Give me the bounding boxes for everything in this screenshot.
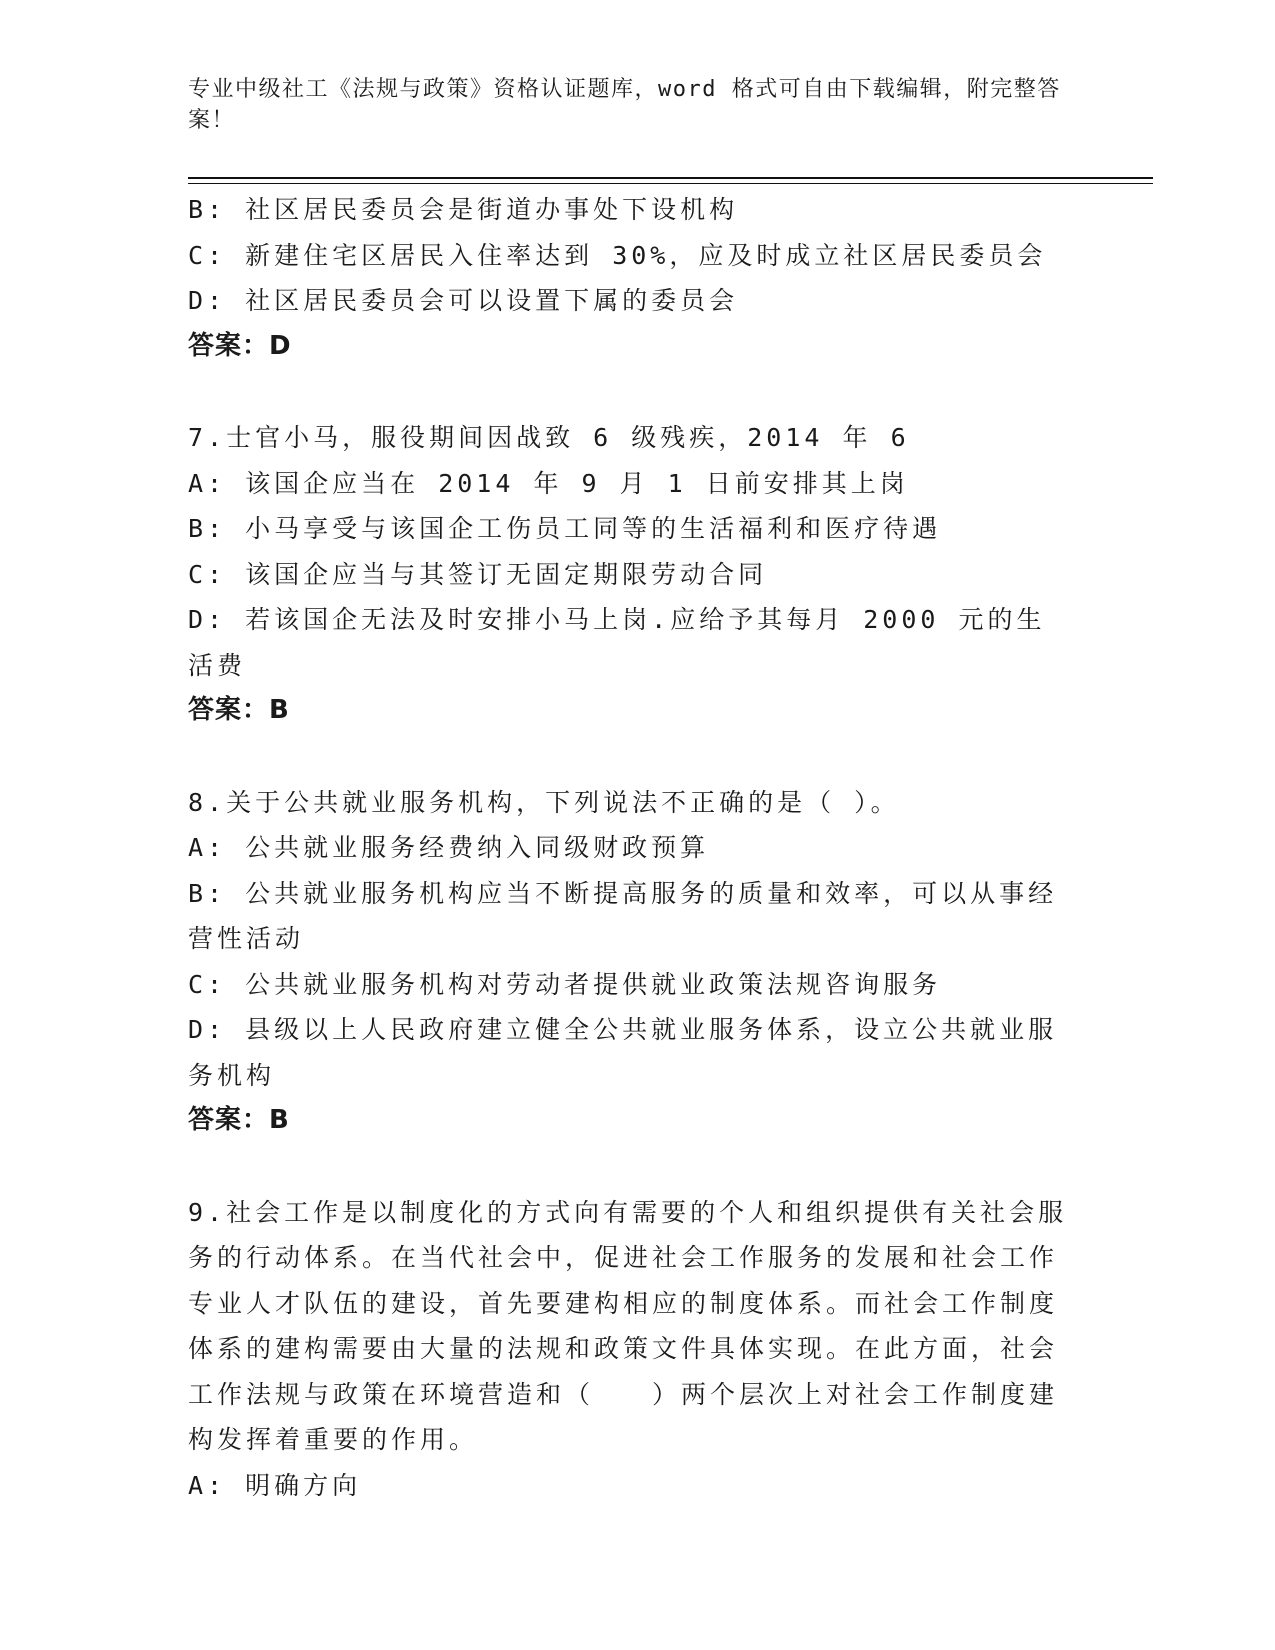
q8-option-c: C: 公共就业服务机构对劳动者提供就业政策法规咨询服务 xyxy=(188,969,942,999)
q7-option-a: A: 该国企应当在 2014 年 9 月 1 日前安排其上岗 xyxy=(188,468,909,498)
q6-answer: 答案：D xyxy=(188,330,292,361)
spacer xyxy=(188,734,1068,780)
q6-option-d: D: 社区居民委员会可以设置下属的委员会 xyxy=(188,286,739,315)
q7-stem: 7.士官小马，服役期间因战致 6 级残疾，2014 年 6 xyxy=(188,423,910,452)
spacer xyxy=(188,1144,1068,1190)
q9-stem: 9.社会工作是以制度化的方式向有需要的个人和组织提供有关社会服务的行动体系。在当代社会中，促进社会工作服务的发展和社会工作专业人才队伍的建设，首先要建构相应的制度体系。而社会工作制度体系的建构需要由大量的法规和政策文件具体实现。在此方面，社会工作法规与政策在环境营造和（ ）两个层次上对社会工作制度建构发挥着重要的作用。 xyxy=(188,1197,1068,1454)
q8-option-b: B: 公共就业服务机构应当不断提高服务的质量和效率，可以从事经营性活动 xyxy=(188,878,1058,953)
page-header: 专业中级社工《法规与政策》资格认证题库，word 格式可自由下载编辑，附完整答案！ xyxy=(188,77,1061,133)
header-rule-thin xyxy=(188,183,1153,184)
q7-answer: 答案：B xyxy=(188,695,290,725)
q7-option-d: D: 若该国企无法及时安排小马上岗.应给予其每月 2000 元的生活费 xyxy=(188,605,1046,680)
question-content xyxy=(188,187,1068,1508)
q6-option-c: C: 新建住宅区居民入住率达到 30%，应及时成立社区居民委员会 xyxy=(188,240,1047,270)
q7-option-b: B: 小马享受与该国企工伤员工同等的生活福利和医疗待遇 xyxy=(188,514,942,543)
q8-answer: 答案：B xyxy=(188,1105,290,1135)
spacer xyxy=(188,369,1068,415)
q9-option-a: A: 明确方向 xyxy=(188,1470,362,1500)
q8-stem: 8.关于公共就业服务机构，下列说法不正确的是（ ）。 xyxy=(188,787,900,817)
q8-option-d: D: 县级以上人民政府建立健全公共就业服务体系，设立公共就业服务机构 xyxy=(188,1015,1058,1090)
header-rule-thick xyxy=(188,177,1153,179)
q8-option-a: A: 公共就业服务经费纳入同级财政预算 xyxy=(188,833,710,862)
q6-option-b: B: 社区居民委员会是街道办事处下设机构 xyxy=(188,195,739,224)
q7-option-c: C: 该国企应当与其签订无固定期限劳动合同 xyxy=(188,559,768,589)
